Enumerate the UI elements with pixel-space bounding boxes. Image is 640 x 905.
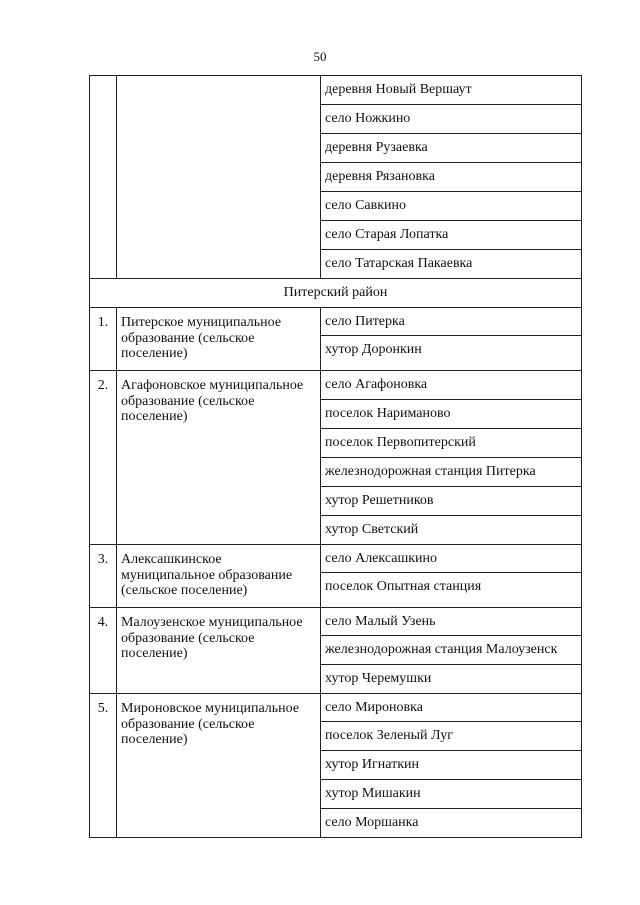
settlement-cell: поселок Первопитерский bbox=[321, 429, 582, 458]
settlement-cell: село Савкино bbox=[321, 192, 582, 221]
table-body bbox=[90, 76, 582, 838]
settlement-cell: село Мироновка bbox=[321, 694, 582, 722]
table-row bbox=[90, 371, 582, 400]
settlement-cell: железнодорожная станция Питерка bbox=[321, 458, 582, 487]
table-row bbox=[90, 308, 582, 336]
settlement-cell: хутор Доронкин bbox=[321, 336, 582, 371]
settlement-cell: село Татарская Пакаевка bbox=[321, 250, 582, 279]
settlement-cell: железнодорожная станция Малоузенск bbox=[321, 636, 582, 665]
settlement-cell: деревня Новый Вершаут bbox=[321, 76, 582, 105]
municipality-name: Питерское муниципальное образование (сельское поселение) bbox=[117, 308, 321, 371]
page-number: 50 bbox=[313, 49, 327, 64]
settlement-cell: село Моршанка bbox=[321, 809, 582, 838]
district-heading: Питерский район bbox=[90, 279, 582, 308]
settlement-cell: поселок Нариманово bbox=[321, 400, 582, 429]
settlement-cell: хутор Игнаткин bbox=[321, 751, 582, 780]
settlement-cell: село Алексашкино bbox=[321, 545, 582, 573]
settlement-cell: хутор Мишакин bbox=[321, 780, 582, 809]
municipality-number: 4. bbox=[90, 608, 117, 694]
district-row bbox=[90, 279, 582, 308]
table-row bbox=[90, 545, 582, 573]
settlement-cell: хутор Решетников bbox=[321, 487, 582, 516]
settlement-cell: село Ножкино bbox=[321, 105, 582, 134]
continuation-num-cell bbox=[90, 76, 117, 279]
settlement-cell: село Малый Узень bbox=[321, 608, 582, 636]
settlement-cell: хутор Черемушки bbox=[321, 665, 582, 694]
municipality-name: Алексашкинское муниципальное образование (сельское поселение) bbox=[117, 545, 321, 608]
settlement-cell: поселок Опытная станция bbox=[321, 573, 582, 608]
municipality-number: 2. bbox=[90, 371, 117, 545]
settlement-cell: село Агафоновка bbox=[321, 371, 582, 400]
settlement-cell: деревня Рязановка bbox=[321, 163, 582, 192]
continuation-name-cell bbox=[117, 76, 321, 279]
table-row bbox=[90, 76, 582, 105]
settlement-cell: деревня Рузаевка bbox=[321, 134, 582, 163]
municipalities-table bbox=[89, 75, 582, 838]
table-row bbox=[90, 694, 582, 722]
municipality-name: Малоузенское муниципальное образование (сельское поселение) bbox=[117, 608, 321, 694]
table-row bbox=[90, 608, 582, 636]
municipality-name: Мироновское муниципальное образование (сельское поселение) bbox=[117, 694, 321, 838]
municipality-number: 1. bbox=[90, 308, 117, 371]
settlement-cell: поселок Зеленый Луг bbox=[321, 722, 582, 751]
municipality-number: 3. bbox=[90, 545, 117, 608]
municipality-name: Агафоновское муниципальное образование (сельское поселение) bbox=[117, 371, 321, 545]
municipality-number: 5. bbox=[90, 694, 117, 838]
settlement-cell: село Старая Лопатка bbox=[321, 221, 582, 250]
settlement-cell: село Питерка bbox=[321, 308, 582, 336]
settlement-cell: хутор Светский bbox=[321, 516, 582, 545]
